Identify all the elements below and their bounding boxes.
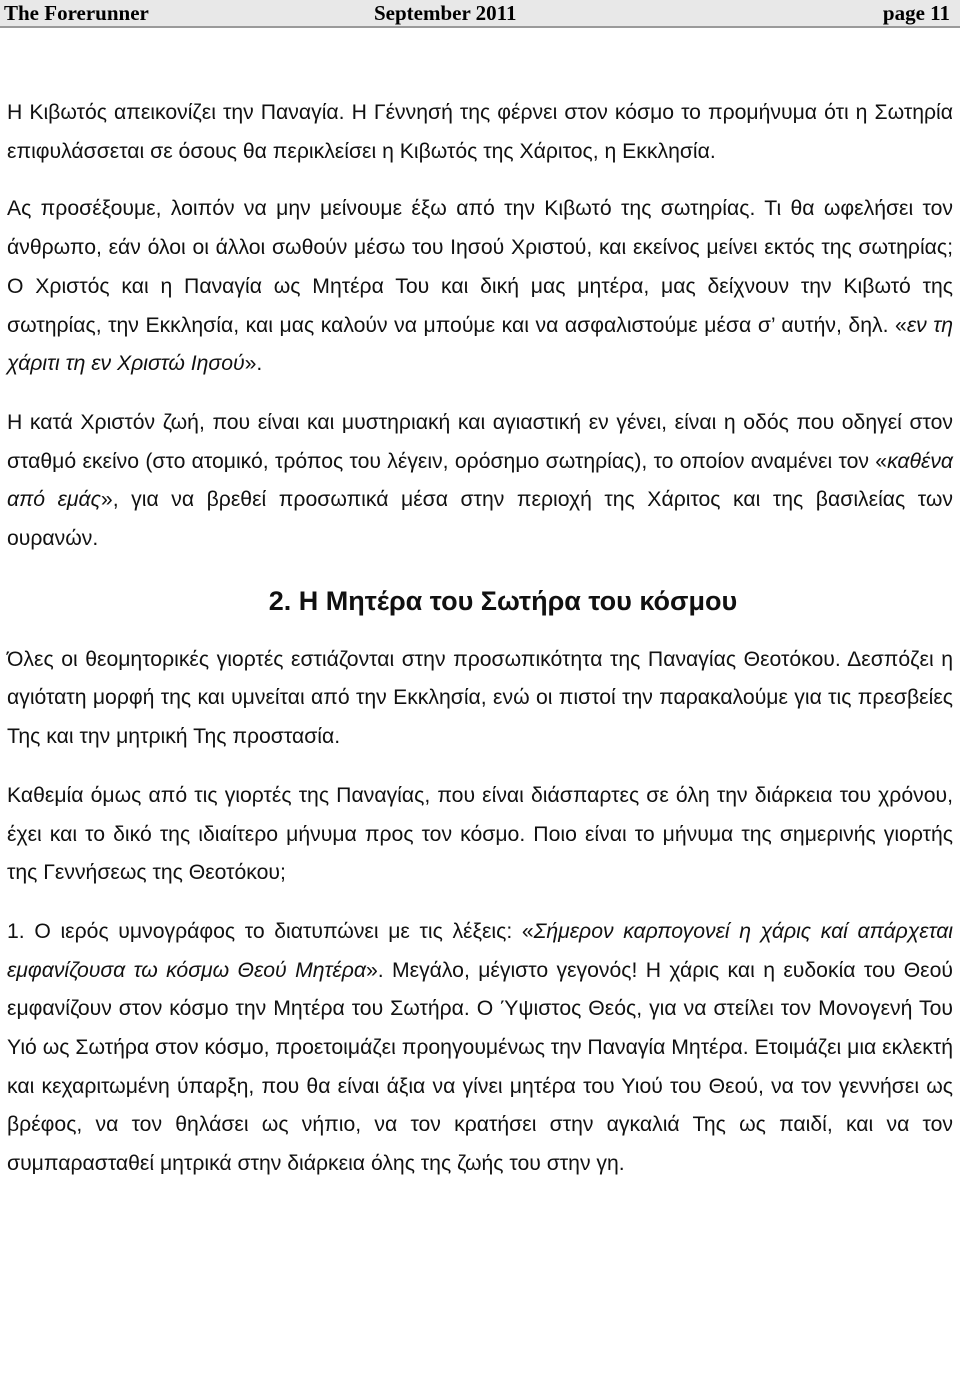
publication-title: The Forerunner [4, 1, 149, 25]
quote-text: καθένα από εμάς [7, 449, 953, 512]
paragraph-ark: Η Κιβωτός απεικονίζει την Παναγία. Η Γέννησή της φέρνει στον κόσμο το προμήνυμα ότι η Σωτηρία επιφυλάσσεται σε όσους θα περικλείσει η Κιβωτός της Χάριτος, η Εκκλησία. [7, 101, 953, 163]
paragraph-text: Ας προσέξουμε, λοιπόν να μην μείνουμε έξω από την Κιβωτό της σωτηρίας. Τι θα ωφελήσει τον άνθρωπο, εάν όλοι οι άλλοι σωθούν μέσω του Ιησού Χριστού, και εκείνος μείνει εκτός της σωτηρίας; Ο Χριστός και η Παναγία ως Μητέρα Του και δική μας μητέρα, μας δείχνουν την Κιβωτό της σωτηρίας, την Εκκλησία, και μας καλούν να μπούμε και να ασφαλιστούμε μέσα σ’ αυτήν, δηλ. « [7, 197, 953, 337]
quote-text: Σήμερον καρπογονεί η χάρις καί απάρχεται εμφανίζουσα τω κόσμω Θεού Μητέρα [7, 919, 954, 982]
issue-date: September 2011 [374, 1, 517, 25]
paragraph-text: ». [244, 352, 263, 376]
paragraph-life-in-christ [7, 404, 953, 559]
paragraph-text: ». Μεγάλο, μέγιστο γεγονός! Η χάρις και η ευδοκία του Θεού εμφανίζουν στον κόσμο την Μητέρα του Σωτήρα. Ο Ύψιστος Θεός, για να στείλει τον Μονογενή Του Υιό ως Σωτήρα στον κόσμο, προετοιμάζει προηγουμένως την Παναγία Μητέρα. Ετοιμάζει μια εκλεκτή και κεχαριτωμένη ύπαρξη, που θα είναι άξια να γίνει μητέρα του Υιού του Θεού, να τον γεννήσει ως βρέφος, να τον θηλάσει ως νήπιο, να τον κρατήσει στην αγκαλιά Της ως παιδί, και να τον συμπαρασταθεί μητρικά στην διάρκεια όλης της ζωής του στην γη. [7, 958, 953, 1176]
section-heading: 2. Η Μητέρα του Σωτήρα του κόσμου [268, 585, 738, 616]
paragraph-text: Η κατά Χριστόν ζωή, που είναι και μυστηριακή και αγιαστική εν γένει, είναι η οδός που οδηγεί στον σταθμό εκείνο (στο ατομικό, τρόπος του λέγειν, ορόσημο σωτηρίας), το οποίον αναμένει τον « [7, 410, 953, 473]
paragraph-salvation [7, 190, 953, 384]
paragraph-message: Καθεμία όμως από τις γιορτές της Παναγίας, που είναι διάσπαρτες σε όλη την διάρκεια του χρόνου, έχει και το δικό της ιδιαίτερο μήνυμα προς τον κόσμο. Ποιο είναι το μήνυμα της σημερινής γιορτής της Γεννήσεως της Θεοτόκου; [7, 783, 953, 885]
article-body [7, 94, 953, 1184]
page-header [0, 0, 960, 28]
page-number: page 11 [882, 1, 950, 25]
paragraph-text: », για να βρεθεί προσωπικά μέσα στην περιοχή της Χάριτος και της βασιλείας των ουρανών. [7, 488, 953, 551]
quote-text: εν τη χάριτι τη εν Χριστώ Ιησού [7, 313, 953, 376]
paragraph-feasts: Όλες οι θεομητορικές γιορτές εστιάζονται στην προσωπικότητα της Παναγίας Θεοτόκου. Δεσπόζει η αγιότατη μορφή της και υμνείται από την Εκκλησία, ενώ οι πιστοί την παρακαλούμε για τις πρεσβείες Της και την μητρική Της προστασία. [7, 647, 953, 749]
paragraph-text: 1. Ο ιερός υμνογράφος το διατυπώνει με τις λέξεις: « [7, 919, 534, 943]
paragraph-hymnographer [7, 913, 953, 1184]
